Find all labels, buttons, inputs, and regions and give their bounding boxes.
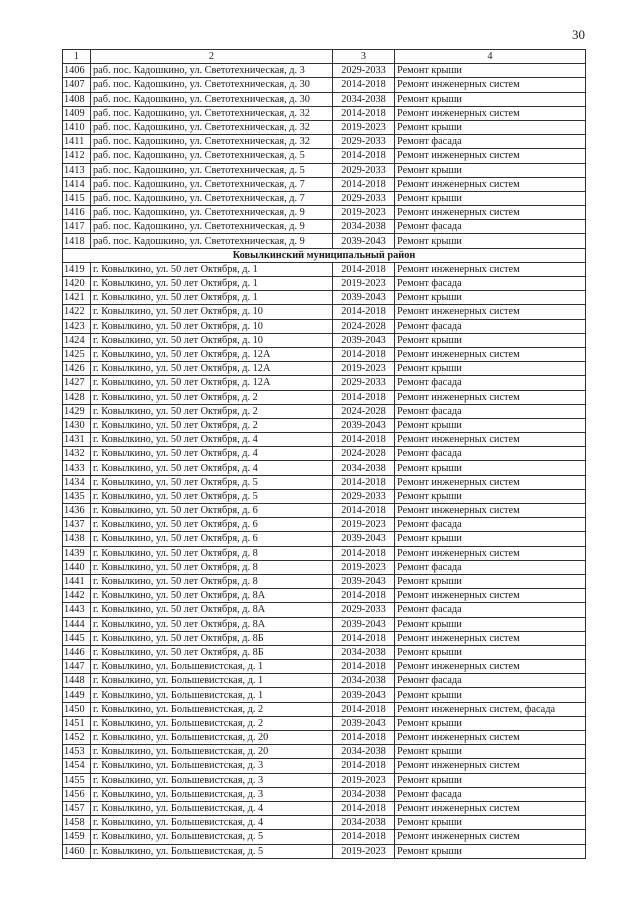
row-number-cell: 1451 <box>63 716 91 730</box>
column-header: 3 <box>333 50 395 64</box>
row-number-cell: 1429 <box>63 404 91 418</box>
period-cell: 2014-2018 <box>333 589 395 603</box>
table-row <box>63 489 586 503</box>
work-type-cell: Ремонт инженерных систем <box>395 433 586 447</box>
address-cell: г. Ковылкино, ул. 50 лет Октября, д. 1 <box>91 291 333 305</box>
work-type-cell: Ремонт инженерных систем <box>395 262 586 276</box>
period-cell: 2034-2038 <box>333 461 395 475</box>
row-number-cell: 1411 <box>63 135 91 149</box>
row-number-cell: 1431 <box>63 433 91 447</box>
work-type-cell: Ремонт фасада <box>395 787 586 801</box>
row-number-cell: 1459 <box>63 830 91 844</box>
address-cell: раб. пос. Кадошкино, ул. Светотехническая, д. 9 <box>91 234 333 248</box>
work-type-cell: Ремонт инженерных систем <box>395 106 586 120</box>
table-row <box>63 120 586 134</box>
period-cell: 2039-2043 <box>333 574 395 588</box>
table-row <box>63 745 586 759</box>
row-number-cell: 1454 <box>63 759 91 773</box>
address-cell: г. Ковылкино, ул. 50 лет Октября, д. 12А <box>91 376 333 390</box>
address-cell: г. Ковылкино, ул. 50 лет Октября, д. 4 <box>91 447 333 461</box>
row-number-cell: 1444 <box>63 617 91 631</box>
repair-schedule-table <box>62 49 586 859</box>
table-row <box>63 801 586 815</box>
address-cell: г. Ковылкино, ул. 50 лет Октября, д. 12А <box>91 347 333 361</box>
row-number-cell: 1406 <box>63 64 91 78</box>
address-cell: г. Ковылкино, ул. 50 лет Октября, д. 8 <box>91 546 333 560</box>
row-number-cell: 1427 <box>63 376 91 390</box>
row-number-cell: 1447 <box>63 660 91 674</box>
row-number-cell: 1408 <box>63 92 91 106</box>
row-number-cell: 1450 <box>63 702 91 716</box>
table-row <box>63 376 586 390</box>
table-row <box>63 546 586 560</box>
row-number-cell: 1436 <box>63 504 91 518</box>
address-cell: г. Ковылкино, ул. 50 лет Октября, д. 12А <box>91 362 333 376</box>
table-row <box>63 773 586 787</box>
table-row <box>63 759 586 773</box>
section-row <box>63 248 586 262</box>
table-row <box>63 475 586 489</box>
column-header: 4 <box>395 50 586 64</box>
address-cell: г. Ковылкино, ул. Большевистская, д. 5 <box>91 830 333 844</box>
table-row <box>63 305 586 319</box>
table-row <box>63 135 586 149</box>
address-cell: раб. пос. Кадошкино, ул. Светотехническая, д. 7 <box>91 177 333 191</box>
address-cell: г. Ковылкино, ул. Большевистская, д. 2 <box>91 702 333 716</box>
address-cell: г. Ковылкино, ул. 50 лет Октября, д. 8А <box>91 603 333 617</box>
work-type-cell: Ремонт инженерных систем <box>395 305 586 319</box>
work-type-cell: Ремонт инженерных систем <box>395 660 586 674</box>
work-type-cell: Ремонт фасада <box>395 518 586 532</box>
row-number-cell: 1453 <box>63 745 91 759</box>
table-row <box>63 220 586 234</box>
work-type-cell: Ремонт фасада <box>395 404 586 418</box>
period-cell: 2029-2033 <box>333 135 395 149</box>
work-type-cell: Ремонт крыши <box>395 645 586 659</box>
work-type-cell: Ремонт крыши <box>395 745 586 759</box>
row-number-cell: 1446 <box>63 645 91 659</box>
work-type-cell: Ремонт инженерных систем <box>395 801 586 815</box>
work-type-cell: Ремонт крыши <box>395 532 586 546</box>
row-number-cell: 1419 <box>63 262 91 276</box>
table-body-kovylkino <box>63 262 586 858</box>
period-cell: 2039-2043 <box>333 234 395 248</box>
work-type-cell: Ремонт крыши <box>395 362 586 376</box>
address-cell: г. Ковылкино, ул. 50 лет Октября, д. 1 <box>91 262 333 276</box>
address-cell: г. Ковылкино, ул. 50 лет Октября, д. 2 <box>91 390 333 404</box>
table-row <box>63 347 586 361</box>
period-cell: 2014-2018 <box>333 106 395 120</box>
address-cell: раб. пос. Кадошкино, ул. Светотехническая, д. 32 <box>91 106 333 120</box>
work-type-cell: Ремонт инженерных систем <box>395 149 586 163</box>
row-number-cell: 1434 <box>63 475 91 489</box>
table-row <box>63 191 586 205</box>
row-number-cell: 1437 <box>63 518 91 532</box>
address-cell: г. Ковылкино, ул. Большевистская, д. 20 <box>91 745 333 759</box>
work-type-cell: Ремонт фасада <box>395 674 586 688</box>
page-number: 30 <box>572 27 585 42</box>
work-type-cell: Ремонт крыши <box>395 92 586 106</box>
period-cell: 2029-2033 <box>333 603 395 617</box>
address-cell: раб. пос. Кадошкино, ул. Светотехническая, д. 9 <box>91 206 333 220</box>
row-number-cell: 1457 <box>63 801 91 815</box>
table-row <box>63 731 586 745</box>
period-cell: 2039-2043 <box>333 532 395 546</box>
table-row <box>63 518 586 532</box>
column-header: 1 <box>63 50 91 64</box>
address-cell: г. Ковылкино, ул. Большевистская, д. 4 <box>91 801 333 815</box>
work-type-cell: Ремонт инженерных систем <box>395 546 586 560</box>
table-row <box>63 645 586 659</box>
table-row <box>63 64 586 78</box>
table-body-kadoshkino <box>63 64 586 248</box>
table-row <box>63 787 586 801</box>
period-cell: 2014-2018 <box>333 347 395 361</box>
work-type-cell: Ремонт крыши <box>395 461 586 475</box>
period-cell: 2024-2028 <box>333 319 395 333</box>
row-number-cell: 1456 <box>63 787 91 801</box>
row-number-cell: 1428 <box>63 390 91 404</box>
table-row <box>63 78 586 92</box>
period-cell: 2014-2018 <box>333 504 395 518</box>
row-number-cell: 1440 <box>63 560 91 574</box>
work-type-cell: Ремонт крыши <box>395 191 586 205</box>
row-number-cell: 1413 <box>63 163 91 177</box>
address-cell: г. Ковылкино, ул. 50 лет Октября, д. 8А <box>91 617 333 631</box>
table-row <box>63 830 586 844</box>
period-cell: 2019-2023 <box>333 518 395 532</box>
row-number-cell: 1448 <box>63 674 91 688</box>
work-type-cell: Ремонт крыши <box>395 844 586 858</box>
row-number-cell: 1416 <box>63 206 91 220</box>
period-cell: 2034-2038 <box>333 674 395 688</box>
work-type-cell: Ремонт инженерных систем <box>395 631 586 645</box>
work-type-cell: Ремонт инженерных систем <box>395 731 586 745</box>
table-row <box>63 390 586 404</box>
address-cell: г. Ковылкино, ул. Большевистская, д. 1 <box>91 674 333 688</box>
row-number-cell: 1417 <box>63 220 91 234</box>
address-cell: г. Ковылкино, ул. 50 лет Октября, д. 6 <box>91 532 333 546</box>
row-number-cell: 1432 <box>63 447 91 461</box>
address-cell: г. Ковылкино, ул. 50 лет Октября, д. 5 <box>91 489 333 503</box>
table-row <box>63 404 586 418</box>
table-row <box>63 532 586 546</box>
address-cell: г. Ковылкино, ул. Большевистская, д. 3 <box>91 773 333 787</box>
period-cell: 2014-2018 <box>333 660 395 674</box>
work-type-cell: Ремонт крыши <box>395 489 586 503</box>
period-cell: 2014-2018 <box>333 177 395 191</box>
address-cell: г. Ковылкино, ул. 50 лет Октября, д. 8 <box>91 560 333 574</box>
table-row <box>63 291 586 305</box>
address-cell: г. Ковылкино, ул. 50 лет Октября, д. 8Б <box>91 645 333 659</box>
address-cell: г. Ковылкино, ул. 50 лет Октября, д. 6 <box>91 518 333 532</box>
work-type-cell: Ремонт крыши <box>395 120 586 134</box>
address-cell: г. Ковылкино, ул. 50 лет Октября, д. 2 <box>91 418 333 432</box>
address-cell: г. Ковылкино, ул. 50 лет Октября, д. 4 <box>91 433 333 447</box>
work-type-cell: Ремонт инженерных систем <box>395 504 586 518</box>
address-cell: раб. пос. Кадошкино, ул. Светотехническая, д. 30 <box>91 92 333 106</box>
work-type-cell: Ремонт фасада <box>395 135 586 149</box>
table-row <box>63 617 586 631</box>
work-type-cell: Ремонт крыши <box>395 773 586 787</box>
period-cell: 2034-2038 <box>333 645 395 659</box>
address-cell: г. Ковылкино, ул. Большевистская, д. 3 <box>91 759 333 773</box>
row-number-cell: 1414 <box>63 177 91 191</box>
table-row <box>63 504 586 518</box>
address-cell: г. Ковылкино, ул. 50 лет Октября, д. 6 <box>91 504 333 518</box>
period-cell: 2014-2018 <box>333 801 395 815</box>
period-cell: 2029-2033 <box>333 64 395 78</box>
period-cell: 2019-2023 <box>333 560 395 574</box>
address-cell: раб. пос. Кадошкино, ул. Светотехническая, д. 5 <box>91 163 333 177</box>
table-row <box>63 106 586 120</box>
address-cell: раб. пос. Кадошкино, ул. Светотехническая, д. 3 <box>91 64 333 78</box>
period-cell: 2019-2023 <box>333 120 395 134</box>
work-type-cell: Ремонт фасада <box>395 560 586 574</box>
address-cell: г. Ковылкино, ул. Большевистская, д. 4 <box>91 816 333 830</box>
work-type-cell: Ремонт фасада <box>395 603 586 617</box>
address-cell: г. Ковылкино, ул. 50 лет Октября, д. 8Б <box>91 631 333 645</box>
work-type-cell: Ремонт крыши <box>395 617 586 631</box>
address-cell: г. Ковылкино, ул. 50 лет Октября, д. 10 <box>91 305 333 319</box>
column-header: 2 <box>91 50 333 64</box>
address-cell: раб. пос. Кадошкино, ул. Светотехническая, д. 30 <box>91 78 333 92</box>
column-number-row <box>63 50 586 64</box>
row-number-cell: 1426 <box>63 362 91 376</box>
work-type-cell: Ремонт инженерных систем <box>395 347 586 361</box>
table-row <box>63 461 586 475</box>
period-cell: 2029-2033 <box>333 489 395 503</box>
address-cell: г. Ковылкино, ул. 50 лет Октября, д. 2 <box>91 404 333 418</box>
period-cell: 2014-2018 <box>333 390 395 404</box>
work-type-cell: Ремонт крыши <box>395 418 586 432</box>
period-cell: 2039-2043 <box>333 291 395 305</box>
table-row <box>63 177 586 191</box>
row-number-cell: 1423 <box>63 319 91 333</box>
period-cell: 2014-2018 <box>333 631 395 645</box>
work-type-cell: Ремонт инженерных систем <box>395 390 586 404</box>
row-number-cell: 1433 <box>63 461 91 475</box>
row-number-cell: 1458 <box>63 816 91 830</box>
row-number-cell: 1407 <box>63 78 91 92</box>
address-cell: г. Ковылкино, ул. 50 лет Октября, д. 10 <box>91 319 333 333</box>
table-row <box>63 333 586 347</box>
row-number-cell: 1439 <box>63 546 91 560</box>
table-row <box>63 716 586 730</box>
table-row <box>63 631 586 645</box>
period-cell: 2019-2023 <box>333 773 395 787</box>
row-number-cell: 1424 <box>63 333 91 347</box>
row-number-cell: 1430 <box>63 418 91 432</box>
row-number-cell: 1420 <box>63 277 91 291</box>
row-number-cell: 1438 <box>63 532 91 546</box>
address-cell: раб. пос. Кадошкино, ул. Светотехническая, д. 32 <box>91 120 333 134</box>
table-row <box>63 660 586 674</box>
row-number-cell: 1443 <box>63 603 91 617</box>
work-type-cell: Ремонт инженерных систем, фасада <box>395 702 586 716</box>
period-cell: 2014-2018 <box>333 78 395 92</box>
address-cell: г. Ковылкино, ул. Большевистская, д. 2 <box>91 716 333 730</box>
address-cell: г. Ковылкино, ул. Большевистская, д. 5 <box>91 844 333 858</box>
work-type-cell: Ремонт фасада <box>395 220 586 234</box>
row-number-cell: 1415 <box>63 191 91 205</box>
table-row <box>63 674 586 688</box>
row-number-cell: 1412 <box>63 149 91 163</box>
period-cell: 2034-2038 <box>333 816 395 830</box>
period-cell: 2019-2023 <box>333 844 395 858</box>
table-row <box>63 149 586 163</box>
period-cell: 2019-2023 <box>333 277 395 291</box>
address-cell: г. Ковылкино, ул. Большевистская, д. 1 <box>91 660 333 674</box>
table-row <box>63 418 586 432</box>
table-row <box>63 163 586 177</box>
row-number-cell: 1425 <box>63 347 91 361</box>
period-cell: 2014-2018 <box>333 546 395 560</box>
period-cell: 2029-2033 <box>333 163 395 177</box>
table-row <box>63 319 586 333</box>
table-row <box>63 603 586 617</box>
address-cell: раб. пос. Кадошкино, ул. Светотехническая, д. 5 <box>91 149 333 163</box>
period-cell: 2014-2018 <box>333 475 395 489</box>
row-number-cell: 1409 <box>63 106 91 120</box>
period-cell: 2034-2038 <box>333 787 395 801</box>
table-row <box>63 277 586 291</box>
period-cell: 2024-2028 <box>333 447 395 461</box>
table-row <box>63 688 586 702</box>
work-type-cell: Ремонт крыши <box>395 716 586 730</box>
table-row <box>63 702 586 716</box>
work-type-cell: Ремонт крыши <box>395 64 586 78</box>
work-type-cell: Ремонт фасада <box>395 277 586 291</box>
row-number-cell: 1435 <box>63 489 91 503</box>
work-type-cell: Ремонт инженерных систем <box>395 830 586 844</box>
period-cell: 2014-2018 <box>333 305 395 319</box>
period-cell: 2014-2018 <box>333 731 395 745</box>
address-cell: раб. пос. Кадошкино, ул. Светотехническая, д. 7 <box>91 191 333 205</box>
address-cell: г. Ковылкино, ул. Большевистская, д. 3 <box>91 787 333 801</box>
table-row <box>63 262 586 276</box>
row-number-cell: 1455 <box>63 773 91 787</box>
period-cell: 2039-2043 <box>333 418 395 432</box>
work-type-cell: Ремонт фасада <box>395 376 586 390</box>
work-type-cell: Ремонт инженерных систем <box>395 78 586 92</box>
work-type-cell: Ремонт крыши <box>395 163 586 177</box>
table-row <box>63 816 586 830</box>
period-cell: 2014-2018 <box>333 830 395 844</box>
row-number-cell: 1452 <box>63 731 91 745</box>
row-number-cell: 1441 <box>63 574 91 588</box>
address-cell: г. Ковылкино, ул. 50 лет Октября, д. 4 <box>91 461 333 475</box>
period-cell: 2019-2023 <box>333 206 395 220</box>
work-type-cell: Ремонт крыши <box>395 574 586 588</box>
work-type-cell: Ремонт инженерных систем <box>395 589 586 603</box>
period-cell: 2034-2038 <box>333 92 395 106</box>
address-cell: раб. пос. Кадошкино, ул. Светотехническая, д. 32 <box>91 135 333 149</box>
period-cell: 2039-2043 <box>333 688 395 702</box>
work-type-cell: Ремонт фасада <box>395 319 586 333</box>
period-cell: 2029-2033 <box>333 191 395 205</box>
period-cell: 2014-2018 <box>333 433 395 447</box>
work-type-cell: Ремонт крыши <box>395 291 586 305</box>
period-cell: 2014-2018 <box>333 759 395 773</box>
row-number-cell: 1449 <box>63 688 91 702</box>
period-cell: 2034-2038 <box>333 220 395 234</box>
work-type-cell: Ремонт крыши <box>395 816 586 830</box>
row-number-cell: 1422 <box>63 305 91 319</box>
work-type-cell: Ремонт инженерных систем <box>395 206 586 220</box>
row-number-cell: 1418 <box>63 234 91 248</box>
table-row <box>63 447 586 461</box>
address-cell: г. Ковылкино, ул. Большевистская, д. 1 <box>91 688 333 702</box>
table-row <box>63 574 586 588</box>
table-row <box>63 92 586 106</box>
work-type-cell: Ремонт крыши <box>395 688 586 702</box>
row-number-cell: 1442 <box>63 589 91 603</box>
table-row <box>63 589 586 603</box>
period-cell: 2014-2018 <box>333 262 395 276</box>
address-cell: г. Ковылкино, ул. 50 лет Октября, д. 8 <box>91 574 333 588</box>
section-title: Ковылкинский муниципальный район <box>63 248 586 262</box>
work-type-cell: Ремонт крыши <box>395 333 586 347</box>
period-cell: 2039-2043 <box>333 716 395 730</box>
row-number-cell: 1410 <box>63 120 91 134</box>
period-cell: 2039-2043 <box>333 617 395 631</box>
row-number-cell: 1460 <box>63 844 91 858</box>
work-type-cell: Ремонт инженерных систем <box>395 177 586 191</box>
address-cell: г. Ковылкино, ул. 50 лет Октября, д. 5 <box>91 475 333 489</box>
address-cell: раб. пос. Кадошкино, ул. Светотехническая, д. 9 <box>91 220 333 234</box>
work-type-cell: Ремонт инженерных систем <box>395 475 586 489</box>
period-cell: 2014-2018 <box>333 149 395 163</box>
work-type-cell: Ремонт фасада <box>395 447 586 461</box>
work-type-cell: Ремонт инженерных систем <box>395 759 586 773</box>
period-cell: 2034-2038 <box>333 745 395 759</box>
table-row <box>63 433 586 447</box>
table-row <box>63 362 586 376</box>
table-row <box>63 206 586 220</box>
address-cell: г. Ковылкино, ул. 50 лет Октября, д. 10 <box>91 333 333 347</box>
table-row <box>63 234 586 248</box>
address-cell: г. Ковылкино, ул. 50 лет Октября, д. 8А <box>91 589 333 603</box>
row-number-cell: 1421 <box>63 291 91 305</box>
period-cell: 2019-2023 <box>333 362 395 376</box>
table-row <box>63 844 586 858</box>
period-cell: 2039-2043 <box>333 333 395 347</box>
row-number-cell: 1445 <box>63 631 91 645</box>
period-cell: 2029-2033 <box>333 376 395 390</box>
address-cell: г. Ковылкино, ул. Большевистская, д. 20 <box>91 731 333 745</box>
period-cell: 2024-2028 <box>333 404 395 418</box>
table-row <box>63 560 586 574</box>
period-cell: 2014-2018 <box>333 702 395 716</box>
address-cell: г. Ковылкино, ул. 50 лет Октября, д. 1 <box>91 277 333 291</box>
work-type-cell: Ремонт крыши <box>395 234 586 248</box>
